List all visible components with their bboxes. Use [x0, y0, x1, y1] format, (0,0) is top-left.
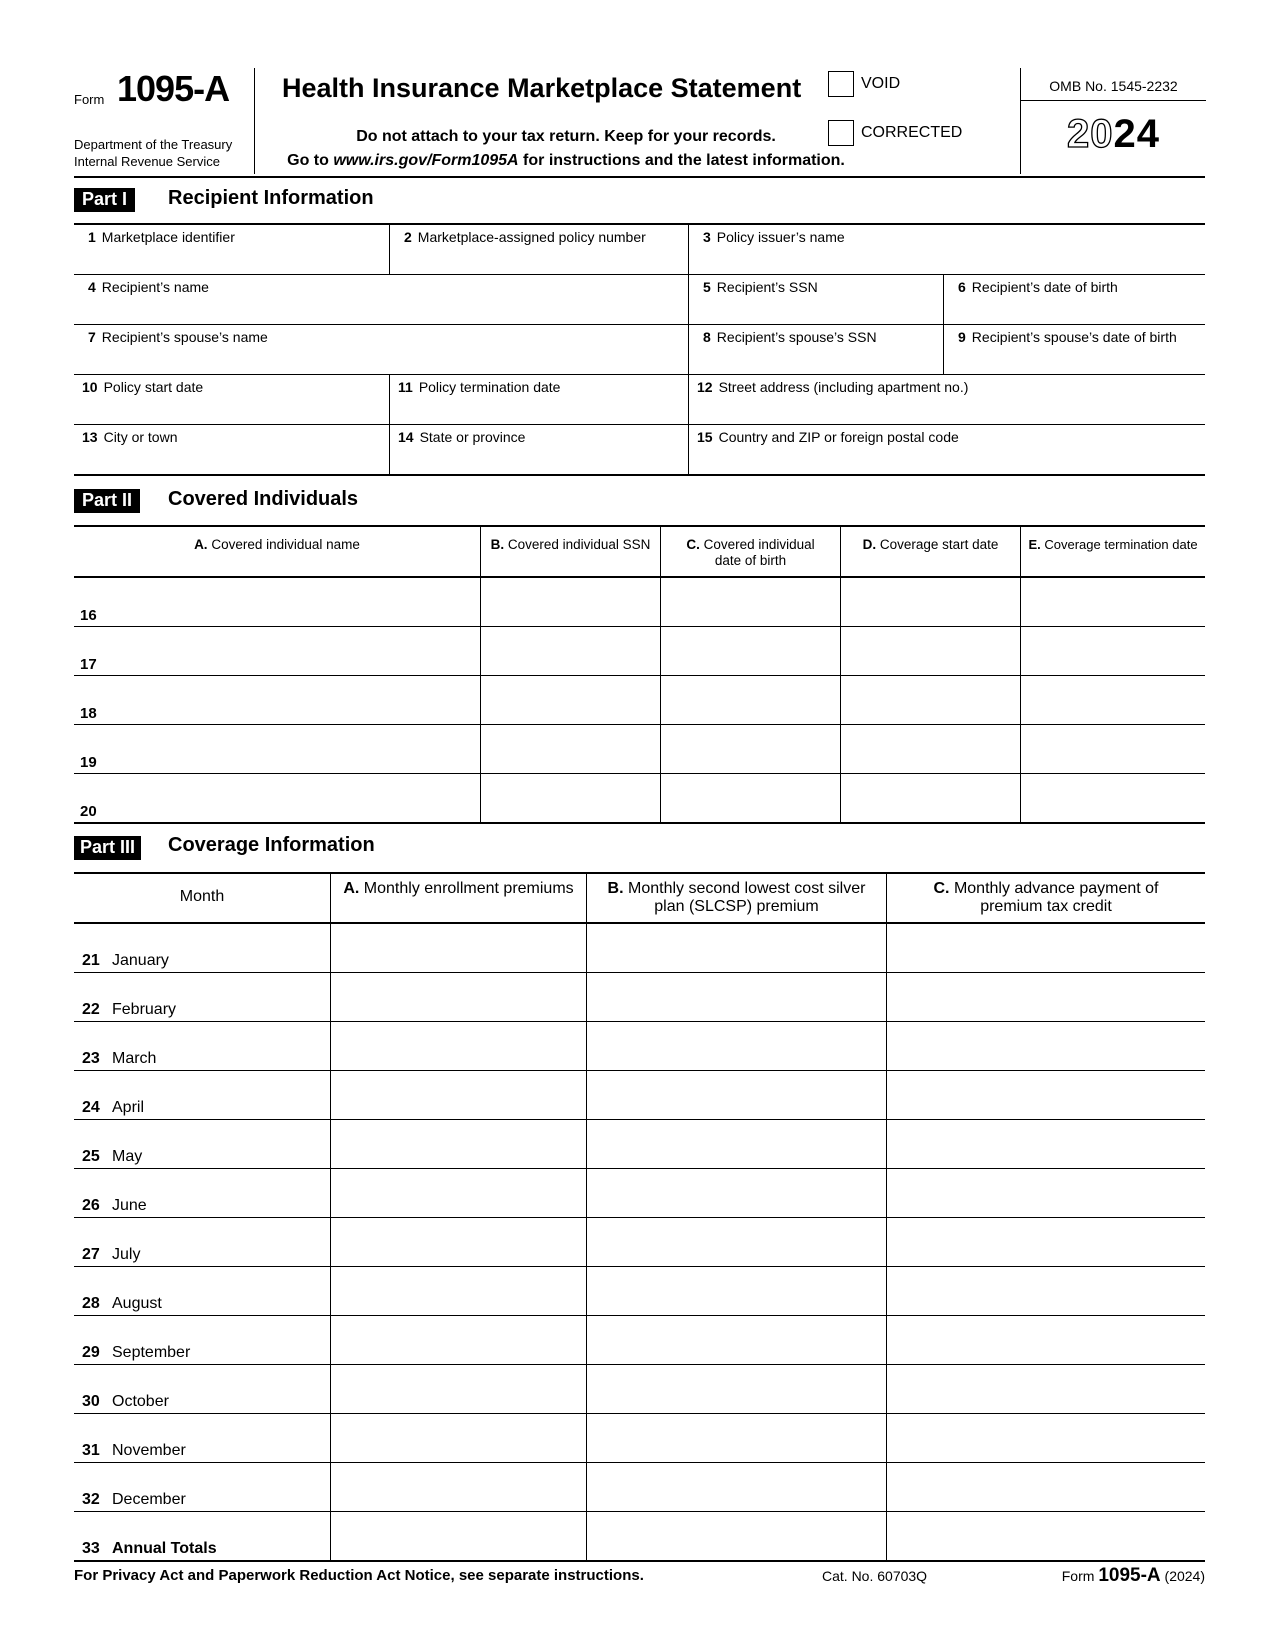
cell-ssn[interactable] [481, 725, 661, 773]
covered-individuals-header [74, 527, 1205, 578]
part1-title: Recipient Information [168, 187, 374, 209]
cell-aptc-total[interactable] [887, 1512, 1205, 1560]
part3-title: Coverage Information [168, 834, 375, 856]
col-c-header: C. Covered individual date of birth [661, 527, 841, 576]
table-row [74, 1414, 1205, 1463]
table-row [74, 1365, 1205, 1414]
month-header: Month [74, 874, 331, 922]
part1-badge: Part I [74, 188, 135, 212]
field-recipient-ssn[interactable]: 5 Recipient’s SSN [689, 275, 944, 324]
cell-slcsp[interactable] [587, 1071, 887, 1119]
cell-aptc[interactable] [887, 1120, 1205, 1168]
cell-premium[interactable] [331, 1071, 587, 1119]
part3-heading [74, 824, 1205, 872]
table-row [74, 1463, 1205, 1512]
cell-aptc[interactable] [887, 1414, 1205, 1462]
cell-start[interactable] [841, 725, 1021, 773]
instructions-prefix: Go to [287, 152, 334, 169]
department-block [74, 136, 232, 170]
cell-premium[interactable] [331, 1316, 587, 1364]
col-c-header: C. Monthly advance payment of premium tax credit [933, 880, 1159, 915]
field-country-zip[interactable]: 15 Country and ZIP or foreign postal code [697, 429, 959, 445]
instructions-link[interactable]: www.irs.gov/Form1095A [333, 152, 519, 169]
cell-name[interactable] [74, 676, 481, 724]
cell-end[interactable] [1021, 725, 1205, 773]
tax-year [1021, 112, 1206, 157]
table-row [74, 1316, 1205, 1365]
cell-name[interactable] [74, 774, 481, 822]
line-number: 19 [80, 754, 97, 771]
cell-premium[interactable] [331, 1365, 587, 1413]
cell-aptc[interactable] [887, 1169, 1205, 1217]
table-row [74, 774, 1205, 824]
table-row [74, 924, 1205, 973]
field-policy-issuer-name[interactable]: 3 Policy issuer’s name [703, 229, 845, 245]
cell-dob[interactable] [661, 676, 841, 724]
table-row [74, 1120, 1205, 1169]
cell-aptc[interactable] [887, 1463, 1205, 1511]
form-header [74, 68, 1205, 178]
field-spouse-ssn[interactable]: 8 Recipient’s spouse’s SSN [689, 325, 944, 374]
cell-month: 29 September [74, 1316, 331, 1364]
cell-name[interactable] [74, 578, 481, 626]
coverage-info-table [74, 872, 1205, 1562]
cell-slcsp[interactable] [587, 1218, 887, 1266]
line-number: 20 [80, 803, 97, 820]
field-state[interactable]: 14 State or province [390, 425, 689, 474]
cell-aptc[interactable] [887, 1267, 1205, 1315]
cell-slcsp[interactable] [587, 1120, 887, 1168]
cell-aptc[interactable] [887, 1365, 1205, 1413]
cell-dob[interactable] [661, 627, 841, 675]
cell-month: 25 May [74, 1120, 331, 1168]
department-line: Department of the Treasury [74, 137, 233, 152]
table-row [74, 1022, 1205, 1071]
instructions-note [256, 152, 876, 170]
cell-month: 21 January [74, 924, 331, 972]
cell-start[interactable] [841, 578, 1021, 626]
cell-month: 26 June [74, 1169, 331, 1217]
table-row [74, 973, 1205, 1022]
cell-end[interactable] [1021, 676, 1205, 724]
cell-premium[interactable] [331, 973, 587, 1021]
col-e-header: E. Coverage termination date [1028, 537, 1198, 552]
field-spouse-dob[interactable]: 9 Recipient’s spouse’s date of birth [958, 329, 1177, 345]
cell-aptc[interactable] [887, 1218, 1205, 1266]
covered-individuals-table [74, 525, 1205, 824]
omb-number: OMB No. 1545-2232 [1049, 78, 1178, 94]
cell-dob[interactable] [661, 774, 841, 822]
table-row [74, 725, 1205, 774]
form-1095a-page [74, 68, 1205, 1588]
col-b-header: B. Covered individual SSN [481, 527, 661, 576]
cell-premium[interactable] [331, 1414, 587, 1462]
cell-end[interactable] [1021, 627, 1205, 675]
form-word: Form [74, 92, 105, 107]
part3-badge: Part III [74, 836, 141, 860]
table-row [74, 578, 1205, 627]
cell-ssn[interactable] [481, 627, 661, 675]
cell-slcsp-total[interactable] [587, 1512, 887, 1560]
cell-month: 27 July [74, 1218, 331, 1266]
part2-heading [74, 476, 1205, 525]
cell-slcsp[interactable] [587, 973, 887, 1021]
cell-month: 30 October [74, 1365, 331, 1413]
field-recipient-dob[interactable]: 6 Recipient’s date of birth [958, 279, 1118, 295]
table-row [74, 627, 1205, 676]
field-recipient-name[interactable]: 4 Recipient’s name [74, 275, 689, 324]
cell-slcsp[interactable] [587, 1414, 887, 1462]
cell-aptc[interactable] [887, 1316, 1205, 1364]
cell-dob[interactable] [661, 578, 841, 626]
table-row [74, 676, 1205, 725]
agency-line: Internal Revenue Service [74, 154, 220, 169]
cell-month: 22 February [74, 973, 331, 1021]
form-number: 1095-A [117, 68, 230, 109]
line-number: 17 [80, 656, 97, 673]
footer-form-id: Form 1095-A (2024) [1061, 1565, 1205, 1586]
part1-heading [74, 178, 1205, 223]
cell-month: 31 November [74, 1414, 331, 1462]
field-spouse-name[interactable]: 7 Recipient’s spouse’s name [74, 325, 689, 374]
field-policy-termination-date[interactable]: 11 Policy termination date [390, 375, 689, 424]
cell-start[interactable] [841, 774, 1021, 822]
catalog-number: Cat. No. 60703Q [822, 1568, 928, 1584]
field-policy-start-date[interactable]: 10 Policy start date [74, 375, 390, 424]
cell-name[interactable] [74, 627, 481, 675]
omb-year-block [1020, 68, 1206, 174]
col-a-header: A. Monthly enrollment premiums [331, 874, 587, 922]
cell-dob[interactable] [661, 725, 841, 773]
table-row [74, 1218, 1205, 1267]
instructions-suffix: for instructions and the latest information. [518, 152, 845, 169]
tax-year-solid: 24 [1113, 112, 1160, 156]
cell-aptc[interactable] [887, 1022, 1205, 1070]
cell-premium[interactable] [331, 1267, 587, 1315]
coverage-info-header [74, 874, 1205, 924]
void-label: VOID [861, 75, 901, 92]
line-number: 16 [80, 607, 97, 624]
cell-premium[interactable] [331, 1169, 587, 1217]
table-row [74, 1169, 1205, 1218]
cell-slcsp[interactable] [587, 924, 887, 972]
part2-badge: Part II [74, 489, 140, 513]
table-row [74, 1267, 1205, 1316]
cell-start[interactable] [841, 676, 1021, 724]
cell-ssn[interactable] [481, 578, 661, 626]
cell-slcsp[interactable] [587, 1169, 887, 1217]
cell-end[interactable] [1021, 774, 1205, 822]
cell-slcsp[interactable] [587, 1463, 887, 1511]
cell-premium[interactable] [331, 1120, 587, 1168]
cell-aptc[interactable] [887, 973, 1205, 1021]
cell-month: 33 Annual Totals [74, 1512, 331, 1560]
cell-aptc[interactable] [887, 1071, 1205, 1119]
table-row [74, 1512, 1205, 1562]
cell-month: 32 December [74, 1463, 331, 1511]
keep-records-note: Do not attach to your tax return. Keep for your records. [356, 128, 776, 145]
cell-month: 23 March [74, 1022, 331, 1070]
table-row [74, 1071, 1205, 1120]
field-street-address[interactable]: 12 Street address (including apartment no.) [697, 379, 969, 395]
cell-premium[interactable] [331, 1218, 587, 1266]
field-marketplace-identifier[interactable]: 1 Marketplace identifier [74, 225, 390, 274]
form-id-block [74, 68, 255, 174]
privacy-notice: For Privacy Act and Paperwork Reduction Act Notice, see separate instructions. [74, 1567, 644, 1584]
cell-month: 28 August [74, 1267, 331, 1315]
tax-year-outline: 20 [1067, 112, 1114, 156]
field-city[interactable]: 13 City or town [74, 425, 390, 474]
form-title: Health Insurance Marketplace Statement [282, 73, 802, 103]
cell-aptc[interactable] [887, 924, 1205, 972]
cell-premium-total[interactable] [331, 1512, 587, 1560]
cell-month: 24 April [74, 1071, 331, 1119]
cell-slcsp[interactable] [587, 1022, 887, 1070]
cell-premium[interactable] [331, 924, 587, 972]
corrected-label: CORRECTED [861, 124, 963, 141]
col-b-header: B. Monthly second lowest cost silver plan (SLCSP) premium [587, 874, 887, 922]
cell-premium[interactable] [331, 1022, 587, 1070]
cell-start[interactable] [841, 627, 1021, 675]
col-d-header: D. Coverage start date [841, 527, 1021, 576]
cell-slcsp[interactable] [587, 1316, 887, 1364]
col-a-header: A. Covered individual name [74, 527, 481, 576]
void-checkbox[interactable] [828, 71, 854, 97]
recipient-info-grid [74, 223, 1205, 476]
corrected-checkbox[interactable] [828, 120, 854, 146]
cell-ssn[interactable] [481, 774, 661, 822]
field-policy-number[interactable]: 2 Marketplace-assigned policy number [390, 225, 689, 274]
cell-premium[interactable] [331, 1463, 587, 1511]
part2-title: Covered Individuals [168, 488, 359, 510]
cell-slcsp[interactable] [587, 1267, 887, 1315]
omb-divider [1021, 100, 1206, 101]
cell-ssn[interactable] [481, 676, 661, 724]
cell-end[interactable] [1021, 578, 1205, 626]
line-number: 18 [80, 705, 97, 722]
form-footer [74, 1562, 1205, 1588]
cell-slcsp[interactable] [587, 1365, 887, 1413]
cell-name[interactable] [74, 725, 481, 773]
